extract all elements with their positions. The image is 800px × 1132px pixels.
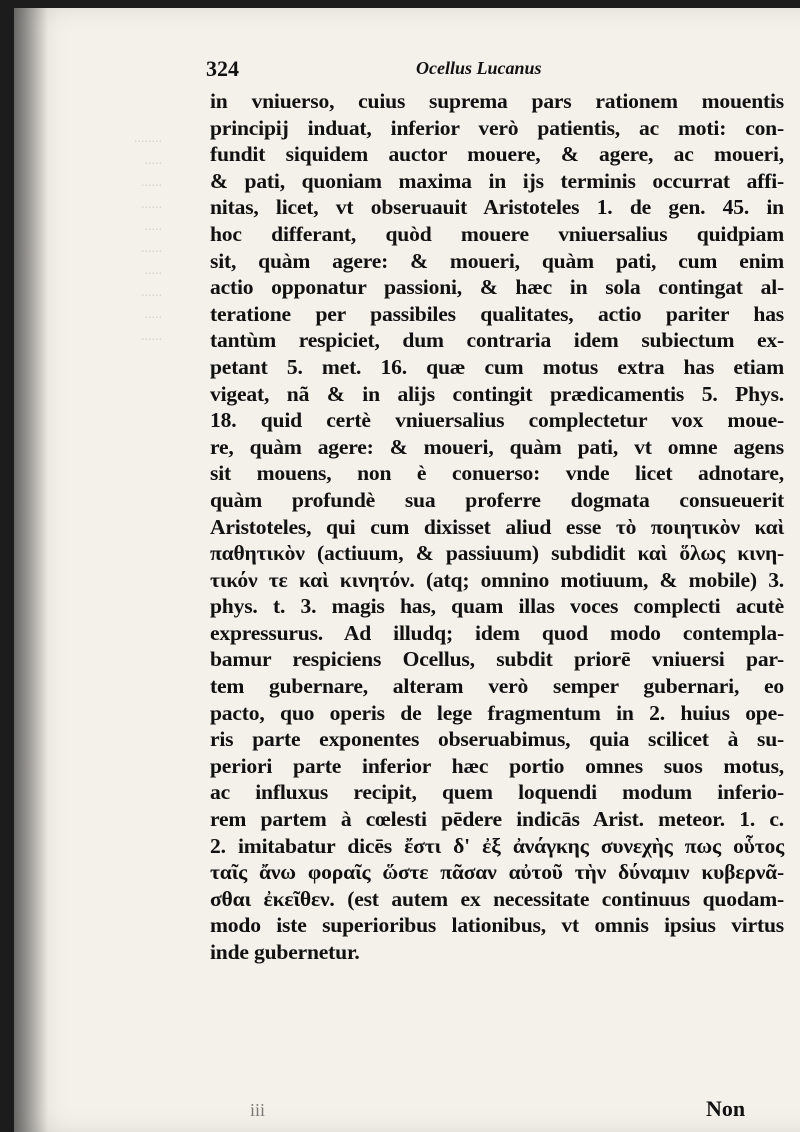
text-line: pacto, quo operis de lege fragmentum in 2. huius ope- (210, 700, 784, 725)
text-line: tantùm respiciet, dum contraria idem subiectum ex- (210, 328, 784, 353)
text-line: & pati, quoniam maxima in ijs terminis occurrat affi- (210, 168, 784, 193)
text-line: 2. imitabatur dicēs ἔστι δ' ἐξ ἀνάγκης συνεχὴς πως οὗτος (210, 833, 784, 858)
page-header (206, 56, 766, 84)
text-line: actio opponatur passioni, & hæc in sola contingat al- (210, 275, 784, 300)
text-line: ris parte exponentes obseruabimus, quia scilicet à su- (210, 727, 784, 752)
text-line: phys. t. 3. magis has, quam illas voces complecti acutè (210, 594, 784, 619)
text-line: modo iste superioribus lationibus, vt omnis ipsius virtus (210, 913, 784, 938)
text-line: principij induat, inferior verò patientis, ac moti: con- (210, 115, 784, 140)
text-line: τικόν τε καὶ κινητόν. (atq; omnino motiuum, & mobile) 3. (210, 567, 784, 592)
text-line: in vniuerso, cuius suprema pars rationem mouentis (210, 89, 784, 113)
text-line: periori parte inferior hæc portio omnes suos motus, (210, 753, 784, 778)
text-line: tem gubernare, alteram verò semper gubernari, eo (210, 674, 784, 699)
text-line: nitas, licet, vt obseruauit Aristoteles 1. de gen. 45. in (210, 195, 784, 220)
body-text (210, 88, 784, 966)
text-line: petant 5. met. 16. quæ cum motus extra has etiam (210, 354, 784, 379)
text-line: bamur respiciens Ocellus, subdit priorē vniuersi par- (210, 647, 784, 672)
text-line: hoc differant, quòd mouere vniuersalius quidpiam (210, 221, 784, 246)
text-line: teratione per passibiles qualitates, actio pariter has (210, 301, 784, 326)
page-number: 324 (206, 56, 239, 81)
text-line: quàm profundè sua proferre dogmata consueuerit (210, 487, 784, 512)
text-line: sit mouens, non è conuerso: vnde licet adnotare, (210, 461, 784, 486)
bleed-through-text: ........ ..... ...... ...... ..... ...... ..... ...... ..... ...... (134, 131, 162, 344)
text-line: ac influxus recipit, quem loquendi modum inferio- (210, 780, 784, 805)
text-line: 18. quid certè vniuersalius complectetur vox moue- (210, 408, 784, 433)
text-line: sit, quàm agere: & moueri, quàm pati, cum enim (210, 248, 784, 273)
text-line: fundit siquidem auctor mouere, & agere, ac moueri, (210, 142, 784, 167)
text-line: Aristoteles, qui cum dixisset aliud esse τὸ ποιητικὸν καὶ (210, 514, 784, 539)
text-line: παθητικὸν (actiuum, & passiuum) subdidit καὶ ὅλως κινη- (210, 541, 784, 566)
text-line: inde gubernetur. (210, 940, 360, 964)
book-page (14, 8, 800, 1132)
text-line: vigeat, nã & in alijs contingit prædicamentis 5. Phys. (210, 381, 784, 406)
text-line: rem partem à cœlesti pēdere indicās Arist. meteor. 1. c. (210, 807, 784, 832)
running-head: Ocellus Lucanus (416, 58, 542, 78)
text-line: ταῖς ἄνω φοραῖς ὥστε πᾶσαν αὐτοῦ τὴν δύναμιν κυβερνᾶ- (210, 860, 784, 885)
footer-marks: iii (250, 1100, 266, 1120)
text-line: expressurus. Ad illudq; idem quod modo contempla- (210, 620, 784, 645)
text-line: σθαι ἐκεῖθεν. (est autem ex necessitate continuus quodam- (210, 886, 784, 911)
catchword: Non (706, 1096, 746, 1121)
text-line: re, quàm agere: & moueri, quàm pati, vt omne agens (210, 434, 784, 459)
